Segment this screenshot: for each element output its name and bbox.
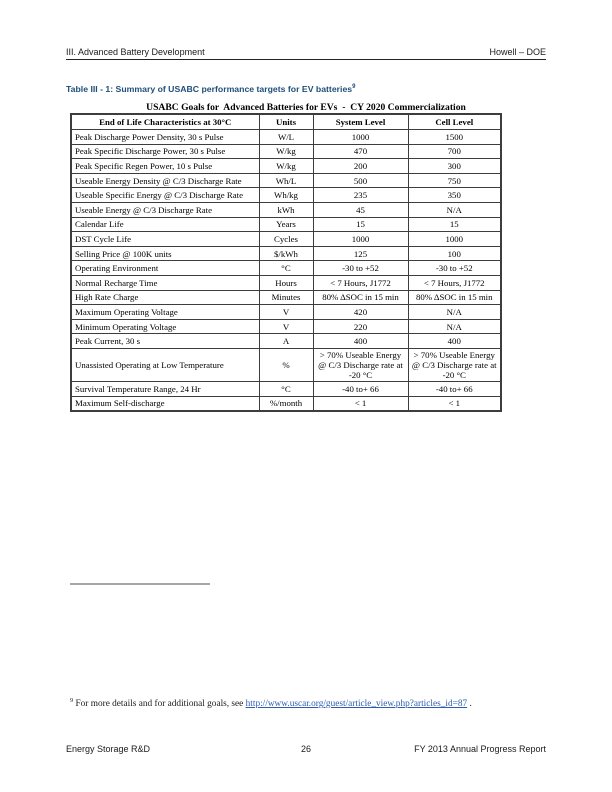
- table-cell: < 7 Hours, J1772: [313, 275, 408, 290]
- table-row: [71, 246, 501, 261]
- footnote-marker: 9: [70, 697, 74, 704]
- column-header-system-level: System Level: [313, 114, 408, 130]
- table-cell: Survival Temperature Range, 24 Hr: [71, 381, 259, 396]
- table-cell: < 1: [408, 396, 501, 411]
- table-cell: < 7 Hours, J1772: [408, 275, 501, 290]
- footer-right: FY 2013 Annual Progress Report: [414, 744, 546, 754]
- table-caption-text: Table III - 1: Summary of USABC performance targets for EV batteries: [66, 84, 353, 94]
- table-cell: Years: [259, 217, 313, 232]
- table-cell: Maximum Operating Voltage: [71, 305, 259, 320]
- table-cell: 220: [313, 319, 408, 334]
- table-cell: Calendar Life: [71, 217, 259, 232]
- table-cell: 700: [408, 144, 501, 159]
- table-cell: -30 to +52: [313, 261, 408, 276]
- table-cell: -40 to+ 66: [313, 381, 408, 396]
- header-author: Howell – DOE: [489, 47, 546, 57]
- table-cell: W/kg: [259, 144, 313, 159]
- footnote-text: For more details and for additional goals, see: [75, 699, 246, 710]
- table-cell: -30 to +52: [408, 261, 501, 276]
- table-cell: Minutes: [259, 290, 313, 305]
- table-cell: N/A: [408, 319, 501, 334]
- table-row: [71, 261, 501, 276]
- table-row: [71, 159, 501, 174]
- table-cell: 350: [408, 188, 501, 203]
- table-cell: N/A: [408, 202, 501, 217]
- footer-left: Energy Storage R&D: [66, 744, 151, 754]
- table-cell: 200: [313, 159, 408, 174]
- table-cell: 400: [313, 334, 408, 349]
- table-cell: 15: [408, 217, 501, 232]
- table-row: [71, 217, 501, 232]
- table-cell: 750: [408, 173, 501, 188]
- table-row: [71, 305, 501, 320]
- table-cell: > 70% Useable Energy @ C/3 Discharge rate at -20 °C: [313, 348, 408, 381]
- page-footer: [66, 744, 546, 754]
- table-row: [71, 188, 501, 203]
- column-header-cell-level: Cell Level: [408, 114, 501, 130]
- table-cell: 500: [313, 173, 408, 188]
- table-cell: kWh: [259, 202, 313, 217]
- table-cell: %/month: [259, 396, 313, 411]
- table-cell: Wh/kg: [259, 188, 313, 203]
- table-cell: A: [259, 334, 313, 349]
- table-cell: °C: [259, 261, 313, 276]
- page-number: 26: [300, 744, 311, 754]
- footnote-suffix: .: [467, 699, 472, 710]
- caption-footnote-ref: 9: [352, 84, 356, 91]
- table-cell: 15: [313, 217, 408, 232]
- table-row: [71, 130, 501, 145]
- table-title: USABC Goals for Advanced Batteries for EVs - CY 2020 Commercialization: [146, 102, 466, 113]
- table-cell: Cycles: [259, 232, 313, 247]
- table-cell: 420: [313, 305, 408, 320]
- table-row: [71, 173, 501, 188]
- table-row: [71, 396, 501, 411]
- table-cell: %: [259, 348, 313, 381]
- table-row: [71, 319, 501, 334]
- table-row: [71, 232, 501, 247]
- footnote-link[interactable]: http://www.uscar.org/guest/article_view.php?articles_id=87: [245, 699, 468, 710]
- usabc-goals-table: [70, 113, 502, 412]
- table-cell: 300: [408, 159, 501, 174]
- table-row: [71, 275, 501, 290]
- table-cell: High Rate Charge: [71, 290, 259, 305]
- table-cell: Useable Specific Energy @ C/3 Discharge Rate: [71, 188, 259, 203]
- table-cell: Hours: [259, 275, 313, 290]
- table-cell: 400: [408, 334, 501, 349]
- table-row: [71, 348, 501, 381]
- table-cell: 470: [313, 144, 408, 159]
- table-cell: V: [259, 305, 313, 320]
- table-cell: Wh/L: [259, 173, 313, 188]
- table-row: [71, 144, 501, 159]
- table-row: [71, 381, 501, 396]
- footnote: [70, 697, 560, 709]
- table-cell: 235: [313, 188, 408, 203]
- goals-table-body: [71, 130, 501, 412]
- table-cell: 125: [313, 246, 408, 261]
- table-cell: 45: [313, 202, 408, 217]
- table-cell: 1000: [408, 232, 501, 247]
- table-cell: Peak Specific Discharge Power, 30 s Pulse: [71, 144, 259, 159]
- table-cell: 1000: [313, 232, 408, 247]
- table-cell: V: [259, 319, 313, 334]
- table-cell: N/A: [408, 305, 501, 320]
- table-cell: Maximum Self-discharge: [71, 396, 259, 411]
- column-header-units: Units: [259, 114, 313, 130]
- table-cell: Peak Current, 30 s: [71, 334, 259, 349]
- header-section-title: III. Advanced Battery Development: [66, 47, 205, 57]
- table-cell: $/kWh: [259, 246, 313, 261]
- table-cell: 80% ΔSOC in 15 min: [313, 290, 408, 305]
- table-row: [71, 202, 501, 217]
- table-row: [71, 334, 501, 349]
- table-cell: Useable Energy @ C/3 Discharge Rate: [71, 202, 259, 217]
- table-caption: [66, 84, 546, 94]
- table-cell: < 1: [313, 396, 408, 411]
- table-cell: Selling Price @ 100K units: [71, 246, 259, 261]
- table-cell: W/L: [259, 130, 313, 145]
- table-cell: Normal Recharge Time: [71, 275, 259, 290]
- table-cell: Peak Specific Regen Power, 10 s Pulse: [71, 159, 259, 174]
- table-row: [71, 290, 501, 305]
- table-cell: Minimum Operating Voltage: [71, 319, 259, 334]
- table-cell: Useable Energy Density @ C/3 Discharge Rate: [71, 173, 259, 188]
- table-cell: Operating Environment: [71, 261, 259, 276]
- page-header: [66, 44, 546, 60]
- table-header-row: [71, 114, 501, 130]
- table-cell: Peak Discharge Power Density, 30 s Pulse: [71, 130, 259, 145]
- table-cell: 80% ΔSOC in 15 min: [408, 290, 501, 305]
- table-cell: Unassisted Operating at Low Temperature: [71, 348, 259, 381]
- table-cell: > 70% Useable Energy @ C/3 Discharge rate at -20 °C: [408, 348, 501, 381]
- table-cell: 100: [408, 246, 501, 261]
- column-header-characteristics: End of Life Characteristics at 30°C: [71, 114, 259, 130]
- table-cell: -40 to+ 66: [408, 381, 501, 396]
- table-cell: °C: [259, 381, 313, 396]
- table-cell: DST Cycle Life: [71, 232, 259, 247]
- footnote-separator: [70, 583, 210, 585]
- table-cell: 1500: [408, 130, 501, 145]
- table-cell: W/kg: [259, 159, 313, 174]
- table-cell: 1000: [313, 130, 408, 145]
